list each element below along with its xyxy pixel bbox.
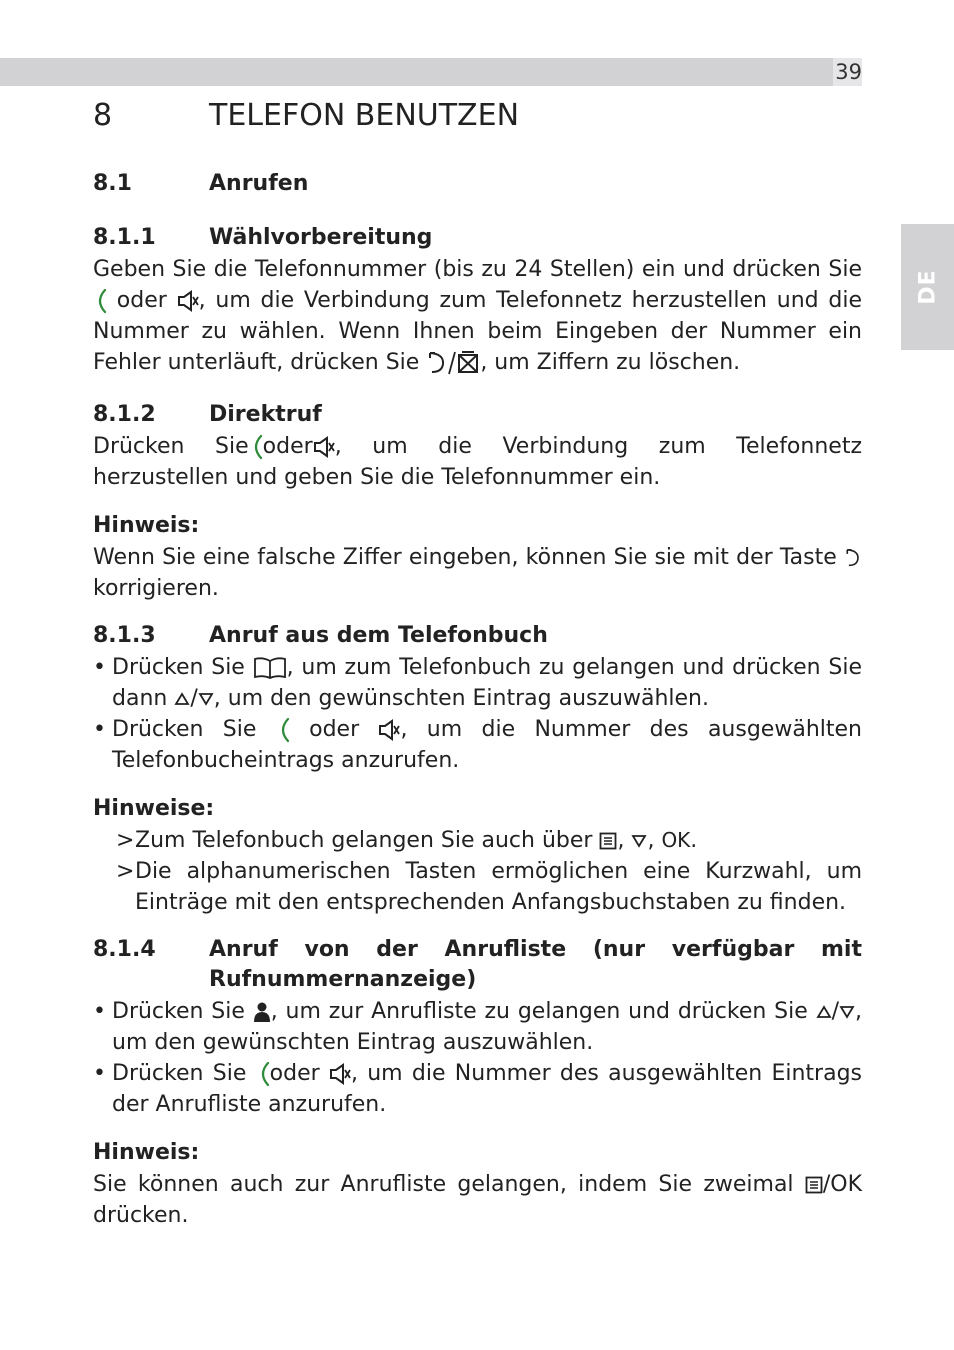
section-title: Anrufen (209, 171, 309, 196)
ok-key-label: OK (830, 1172, 863, 1197)
bullet: • (93, 655, 106, 680)
phonebook-icon (253, 656, 287, 680)
bullet: • (93, 1061, 106, 1086)
list-item: • Drücken Sie oder , um die Nummer des ausgewählten Telefonbucheintrags anzurufen. (93, 714, 862, 776)
section-heading-8-1 (93, 169, 862, 199)
header-bar (0, 58, 833, 86)
menu-icon (599, 832, 617, 850)
section-title: Wählvorbereitung (209, 225, 433, 250)
note-heading-2: Hinweise: (93, 796, 215, 821)
section-heading-8-1-1 (93, 223, 862, 253)
section-heading-8-1-4 (93, 935, 862, 995)
handset-icon (249, 434, 263, 460)
section-number: 8.1.3 (93, 623, 156, 648)
handset-icon (276, 717, 290, 743)
note-item: > Die alphanumerischen Tasten ermöglichen eine Kurzwahl, um Einträge mit den entsprechenden Anfangsbuchstaben zu finden. (116, 856, 862, 918)
speaker-icon (329, 1062, 351, 1086)
note-paragraph-3: Sie können auch zur Anrufliste gelangen, indem Sie zweimal /OK drücken. (93, 1172, 863, 1228)
menu-icon (805, 1176, 823, 1194)
list-item: • Drücken Sie oder , um die Nummer des ausgewählten Eintrags der Anrufliste anzurufen. (93, 1058, 862, 1120)
note-marker: > (116, 859, 135, 884)
slash-separator (448, 350, 456, 376)
section-title: Anruf von der Anrufliste (nur verfügbar mit Rufnummernanzeige) (209, 937, 862, 992)
speaker-icon (177, 289, 199, 313)
arrow-down-icon (198, 691, 214, 707)
section-title: Direktruf (209, 402, 322, 427)
bullet: • (93, 717, 106, 742)
page-number: 39 (833, 58, 862, 86)
section-heading-8-1-2 (93, 400, 862, 430)
note-heading-3: Hinweis: (93, 1140, 200, 1165)
back-icon (426, 350, 448, 376)
chapter-title: TELEFON BENUTZEN (209, 98, 520, 133)
back-icon (844, 546, 862, 570)
arrow-down-icon (839, 1004, 855, 1020)
handset-icon (93, 288, 107, 314)
chapter-number: 8 (93, 98, 113, 133)
section-number: 8.1.4 (93, 937, 156, 962)
section-number: 8.1.1 (93, 225, 156, 250)
chapter-heading (93, 96, 862, 136)
list-item: • Drücken Sie , um zum Telefonbuch zu gelangen und drücken Sie dann / , um den gewünschten Eintrag auszuwählen. (93, 652, 862, 714)
section-number: 8.1.2 (93, 402, 156, 427)
arrow-up-icon (174, 691, 190, 707)
speaker-icon (378, 718, 400, 742)
section-number: 8.1 (93, 171, 132, 196)
section-heading-8-1-3 (93, 621, 862, 651)
bullet: • (93, 999, 106, 1024)
person-icon (253, 1001, 271, 1023)
speaker-icon (313, 435, 335, 459)
arrow-down-icon (631, 833, 647, 849)
delete-icon (456, 351, 480, 375)
note-item: > Zum Telefonbuch gelangen Sie auch über , , OK. (116, 825, 862, 856)
note-marker: > (116, 828, 135, 853)
paragraph-8-1-1: Geben Sie die Telefonnummer (bis zu 24 Stellen) ein und drücken Sie oder , um die Verbindung zum Telefonnetz herzustellen und die Nummer zu wählen. Wenn Ihnen beim Eingeben der Nummer ein Fehler unterläuft, drücken Sie , um Ziffern zu löschen. (93, 257, 863, 375)
note-paragraph-1: Wenn Sie eine falsche Ziffer eingeben, können Sie sie mit der Taste korrigieren. (93, 542, 862, 604)
handset-icon (256, 1061, 270, 1087)
list-item: • Drücken Sie , um zur Anrufliste zu gelangen und drücken Sie / , um den gewünschten Eintrag auszuwählen. (93, 996, 862, 1058)
language-tab (901, 224, 954, 350)
note-heading-1: Hinweis: (93, 513, 200, 538)
section-title: Anruf aus dem Telefonbuch (209, 623, 548, 648)
language-tab-label: DE (915, 269, 940, 305)
ok-key-label: OK (661, 828, 691, 852)
arrow-up-icon (816, 1004, 832, 1020)
paragraph-8-1-2: Drücken Sie oder , um die Verbindung zum Telefonnetz herzustellen und geben Sie die Telefonnummer ein. (93, 434, 862, 490)
